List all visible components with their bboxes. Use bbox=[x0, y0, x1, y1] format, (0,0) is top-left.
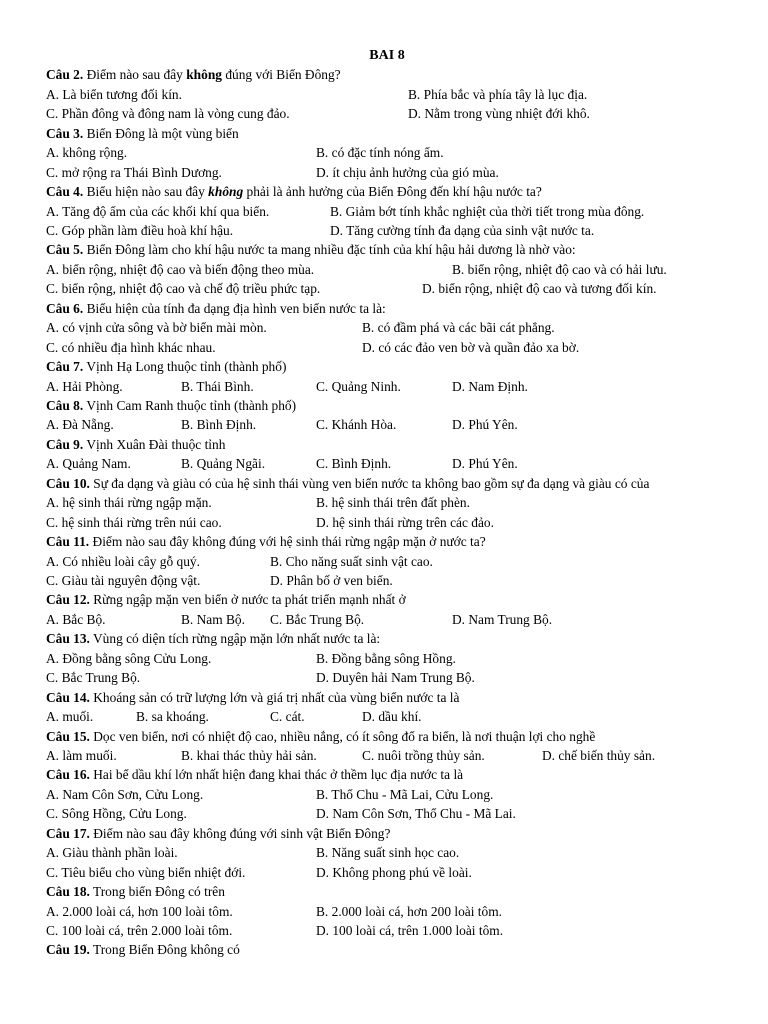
option-a: A. biển rộng, nhiệt độ cao và biến động theo mùa. bbox=[46, 261, 315, 277]
option-c: C. cát. bbox=[270, 709, 305, 725]
options-row bbox=[46, 377, 728, 396]
option-b: B. có đầm phá và các bãi cát phẳng. bbox=[362, 320, 555, 336]
option-b: B. Bình Định. bbox=[181, 417, 257, 433]
options-row bbox=[46, 649, 728, 668]
options-row bbox=[46, 260, 728, 279]
question-text: Biển Đông làm cho khí hậu nước ta mang nhiều đặc tính của khí hậu hải dương là nhờ vào: bbox=[83, 242, 576, 258]
question-number: Câu 11. bbox=[46, 534, 90, 550]
options-row bbox=[46, 513, 728, 532]
options-row bbox=[46, 668, 728, 687]
options-row bbox=[46, 571, 728, 590]
question-number: Câu 6. bbox=[46, 300, 84, 316]
option-b: B. Đồng bằng sông Hồng. bbox=[316, 650, 456, 666]
options-row bbox=[46, 104, 728, 123]
option-b: B. khai thác thủy hải sản. bbox=[181, 747, 317, 763]
option-a: A. Đồng bằng sông Cửu Long. bbox=[46, 650, 212, 666]
option-d: D. Nam Trung Bộ. bbox=[452, 611, 553, 627]
question-text: Rừng ngập mặn ven biển ở nước ta phát triển mạnh nhất ở bbox=[89, 592, 406, 608]
option-d: D. chế biến thủy sản. bbox=[542, 747, 656, 763]
option-c: C. Phần đông và đông nam là vòng cung đảo. bbox=[46, 106, 290, 122]
option-b: B. biển rộng, nhiệt độ cao và có hải lưu. bbox=[452, 261, 667, 277]
question-14 bbox=[46, 688, 728, 707]
options-row bbox=[46, 318, 728, 337]
option-a: A. Giàu thành phần loài. bbox=[46, 845, 178, 861]
option-a: A. Nam Côn Sơn, Cửu Long. bbox=[46, 786, 204, 802]
question-number: Câu 8. bbox=[46, 397, 84, 413]
option-c: C. Khánh Hòa. bbox=[316, 417, 397, 433]
option-c: C. Sông Hồng, Cửu Long. bbox=[46, 806, 187, 822]
option-c: C. hệ sinh thái rừng trên núi cao. bbox=[46, 514, 222, 530]
option-c: C. Góp phần làm điều hoà khí hậu. bbox=[46, 223, 234, 238]
option-b: B. Thổ Chu - Mã Lai, Cửu Long. bbox=[316, 786, 494, 802]
question-16 bbox=[46, 765, 728, 784]
option-a: A. 2.000 loài cá, hơn 100 loài tôm. bbox=[46, 903, 233, 919]
question-text: Biển Đông là một vùng biển bbox=[83, 125, 239, 141]
question-number: Câu 10. bbox=[46, 475, 90, 491]
options-row bbox=[46, 338, 728, 357]
document-page bbox=[46, 46, 728, 960]
options-row bbox=[46, 863, 728, 882]
page-title: BAI 8 bbox=[369, 48, 405, 63]
question-text: Vịnh Hạ Long thuộc tỉnh (thành phố) bbox=[83, 359, 287, 375]
option-d: D. Phú Yên. bbox=[452, 456, 518, 472]
question-number: Câu 4. bbox=[46, 184, 84, 200]
option-c: C. Quảng Ninh. bbox=[316, 378, 401, 394]
option-b: B. 2.000 loài cá, hơn 200 loài tôm. bbox=[316, 903, 502, 919]
options-row bbox=[46, 843, 728, 862]
question-text: Biểu hiện nào sau đây bbox=[83, 184, 209, 200]
option-c: C. mở rộng ra Thái Bình Dương. bbox=[46, 164, 222, 180]
question-3 bbox=[46, 124, 728, 143]
option-c: C. Bắc Trung Bộ. bbox=[270, 611, 365, 627]
question-text: Trong Biển Đông không có bbox=[89, 942, 240, 958]
question-number: Câu 12. bbox=[46, 592, 90, 608]
question-number: Câu 18. bbox=[46, 884, 90, 900]
options-row bbox=[46, 221, 728, 240]
option-d: D. ít chịu ảnh hưởng của gió mùa. bbox=[316, 164, 499, 180]
option-a: A. Bắc Bộ. bbox=[46, 611, 106, 627]
question-text: Sự đa dạng và giàu có của hệ sinh thái vùng ven biển nước ta không bao gồm sự đa dạng và giàu có của bbox=[89, 475, 650, 491]
question-7 bbox=[46, 357, 728, 376]
option-a: A. muối. bbox=[46, 709, 94, 725]
question-4 bbox=[46, 182, 728, 201]
question-17 bbox=[46, 824, 728, 843]
option-d: D. Nam Côn Sơn, Thổ Chu - Mã Lai. bbox=[316, 806, 516, 822]
option-c: C. Bắc Trung Bộ. bbox=[46, 670, 141, 686]
option-d: D. Không phong phú về loài. bbox=[316, 864, 472, 880]
question-number: Câu 3. bbox=[46, 125, 84, 141]
option-b: B. có đặc tính nóng ẩm. bbox=[316, 145, 444, 161]
option-a: A. không rộng. bbox=[46, 145, 128, 161]
question-text: Điểm nào sau đây không đúng với hệ sinh thái rừng ngập mặn ở nước ta? bbox=[89, 534, 486, 550]
options-row bbox=[46, 902, 728, 921]
question-text: Biểu hiện của tính đa dạng địa hình ven biển nước ta là: bbox=[83, 300, 386, 316]
option-b: B. Quảng Ngãi. bbox=[181, 456, 266, 472]
question-number: Câu 16. bbox=[46, 767, 90, 783]
question-text: Dọc ven biển, nơi có nhiệt độ cao, nhiều nắng, có ít sông đổ ra biển, là nơi thuận lợi cho nghề bbox=[89, 728, 596, 744]
option-d: D. Phân bố ở ven biển. bbox=[270, 572, 393, 588]
option-a: A. Đà Nẵng. bbox=[46, 417, 114, 433]
question-number: Câu 19. bbox=[46, 942, 90, 958]
option-b: B. Nam Bộ. bbox=[181, 611, 245, 627]
options-row bbox=[46, 785, 728, 804]
option-d: D. Nằm trong vùng nhiệt đới khô. bbox=[408, 106, 590, 122]
option-d: D. có các đảo ven bờ và quần đảo xa bờ. bbox=[362, 339, 580, 355]
question-text: phải là ảnh hưởng của Biển Đông đến khí hậu nước ta? bbox=[243, 184, 542, 200]
question-number: Câu 14. bbox=[46, 689, 90, 705]
options-row bbox=[46, 163, 728, 182]
question-18 bbox=[46, 882, 728, 901]
options-row bbox=[46, 707, 728, 726]
question-5 bbox=[46, 240, 728, 259]
option-a: A. Tăng độ ẩm của các khối khí qua biển. bbox=[46, 203, 270, 219]
options-row bbox=[46, 415, 728, 434]
question-text: Trong biển Đông có trên bbox=[89, 884, 225, 900]
option-c: C. Giàu tài nguyên động vật. bbox=[46, 572, 201, 588]
question-emphasis: không bbox=[208, 184, 244, 200]
option-b: B. hệ sinh thái trên đất phèn. bbox=[316, 495, 470, 511]
option-a: A. làm muối. bbox=[46, 747, 117, 763]
question-12 bbox=[46, 590, 728, 609]
option-c: C. có nhiều địa hình khác nhau. bbox=[46, 339, 216, 355]
question-11 bbox=[46, 532, 728, 551]
option-b: B. Phía bắc và phía tây là lục địa. bbox=[408, 86, 588, 102]
option-d: D. Tăng cường tính đa dạng của sinh vật nước ta. bbox=[330, 223, 595, 238]
question-number: Câu 15. bbox=[46, 728, 90, 744]
options-row bbox=[46, 279, 728, 298]
options-row bbox=[46, 202, 728, 221]
question-number: Câu 2. bbox=[46, 67, 84, 83]
question-13 bbox=[46, 629, 728, 648]
question-6 bbox=[46, 299, 728, 318]
question-2 bbox=[46, 65, 728, 84]
option-d: D. Duyên hải Nam Trung Bộ. bbox=[316, 670, 475, 686]
option-d: D. Nam Định. bbox=[452, 378, 528, 394]
question-text: Khoáng sản có trữ lượng lớn và giá trị nhất của vùng biển nước ta là bbox=[89, 689, 460, 705]
question-number: Câu 17. bbox=[46, 825, 90, 841]
question-number: Câu 9. bbox=[46, 436, 84, 452]
options-row bbox=[46, 921, 728, 940]
question-10 bbox=[46, 474, 728, 493]
question-text: Vịnh Cam Ranh thuộc tỉnh (thành phố) bbox=[83, 397, 297, 413]
option-d: D. hệ sinh thái rừng trên các đảo. bbox=[316, 514, 494, 530]
options-row bbox=[46, 493, 728, 512]
option-d: D. dầu khí. bbox=[362, 709, 422, 725]
option-b: B. Giảm bớt tính khắc nghiệt của thời tiết trong mùa đông. bbox=[330, 203, 645, 219]
options-row bbox=[46, 85, 728, 104]
option-d: D. Phú Yên. bbox=[452, 417, 518, 433]
option-b: B. Cho năng suất sinh vật cao. bbox=[270, 553, 433, 569]
question-9 bbox=[46, 435, 728, 454]
option-a: A. có vịnh cửa sông và bờ biển mài mòn. bbox=[46, 320, 267, 336]
option-a: A. Hải Phòng. bbox=[46, 378, 123, 394]
option-b: B. sa khoáng. bbox=[136, 709, 209, 725]
question-number: Câu 13. bbox=[46, 631, 90, 647]
question-text: Điểm nào sau đây không đúng với sinh vật Biển Đông? bbox=[89, 825, 391, 841]
question-8 bbox=[46, 396, 728, 415]
option-b: B. Năng suất sinh học cao. bbox=[316, 845, 460, 861]
option-a: A. hệ sinh thái rừng ngập mặn. bbox=[46, 495, 212, 511]
option-b: B. Thái Bình. bbox=[181, 378, 254, 394]
option-c: C. nuôi trồng thủy sản. bbox=[362, 747, 485, 763]
options-row bbox=[46, 552, 728, 571]
option-c: C. biển rộng, nhiệt độ cao và chế độ triều phức tạp. bbox=[46, 281, 321, 297]
option-a: A. Có nhiều loài cây gỗ quý. bbox=[46, 553, 200, 569]
options-row bbox=[46, 746, 728, 765]
options-row bbox=[46, 804, 728, 823]
option-d: D. biển rộng, nhiệt độ cao và tương đối kín. bbox=[422, 281, 657, 297]
options-row bbox=[46, 610, 728, 629]
question-text: Vịnh Xuân Đài thuộc tỉnh bbox=[83, 436, 226, 452]
question-text: Hai bể dầu khí lớn nhất hiện đang khai thác ở thềm lục địa nước ta là bbox=[89, 767, 464, 783]
options-row bbox=[46, 143, 728, 162]
option-c: C. Bình Định. bbox=[316, 456, 392, 472]
option-c: C. Tiêu biểu cho vùng biển nhiệt đới. bbox=[46, 864, 246, 880]
question-emphasis: không bbox=[186, 67, 222, 83]
options-row bbox=[46, 454, 728, 473]
option-d: D. 100 loài cá, trên 1.000 loài tôm. bbox=[316, 922, 504, 938]
question-19 bbox=[46, 940, 728, 959]
option-a: A. Là biển tương đối kín. bbox=[46, 86, 182, 102]
option-c: C. 100 loài cá, trên 2.000 loài tôm. bbox=[46, 922, 233, 938]
question-number: Câu 5. bbox=[46, 242, 84, 258]
question-number: Câu 7. bbox=[46, 359, 84, 375]
question-text: Vùng có diện tích rừng ngập mặn lớn nhất nước ta là: bbox=[89, 631, 381, 647]
option-a: A. Quảng Nam. bbox=[46, 456, 131, 472]
question-text: Điểm nào sau đây bbox=[83, 67, 187, 83]
question-text: đúng với Biển Đông? bbox=[221, 67, 341, 83]
question-15 bbox=[46, 727, 728, 746]
